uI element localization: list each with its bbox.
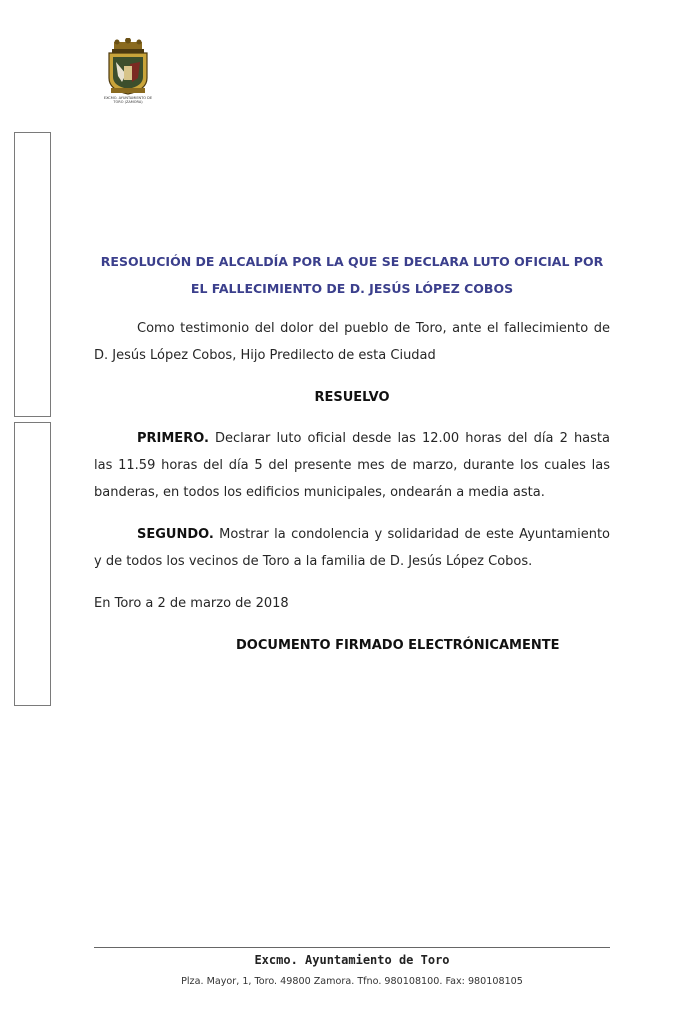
segundo-paragraph: [94, 521, 610, 575]
footer-divider: [94, 947, 610, 948]
primero-text: Declarar luto oficial desde las 12.00 horas del día 2 hasta las 11.59 horas del día 5 del presente mes de marzo, durante los cuales las banderas, en todos los edificios municipales, ondearán a media asta.: [94, 431, 610, 500]
primero-label: PRIMERO.: [137, 431, 209, 446]
resuelvo-heading: RESUELVO: [314, 390, 390, 405]
logo-caption: EXCMO. AYUNTAMIENTO DE TORO (ZAMORA): [103, 96, 153, 104]
margin-box-bottom: [14, 422, 51, 706]
footer-organization: Excmo. Ayuntamiento de Toro: [254, 953, 450, 967]
footer-address: Plza. Mayor, 1, Toro. 49800 Zamora. Tfno. 980108100. Fax: 980108105: [181, 976, 523, 987]
signed-notice: DOCUMENTO FIRMADO ELECTRÓNICAMENTE: [236, 638, 560, 653]
margin-box-top: [14, 132, 51, 417]
date-line: En Toro a 2 de marzo de 2018: [94, 596, 289, 611]
segundo-text: Mostrar la condolencia y solidaridad de este Ayuntamiento y de todos los vecinos de Toro a la familia de D. Jesús López Cobos.: [94, 527, 610, 569]
document-title: RESOLUCIÓN DE ALCALDÍA POR LA QUE SE DECLARA LUTO OFICIAL POR EL FALLECIMIENTO DE D. JESÚS LÓPEZ COBOS: [100, 254, 604, 296]
segundo-label: SEGUNDO.: [137, 527, 214, 542]
intro-paragraph: Como testimonio del dolor del pueblo de Toro, ante el fallecimiento de D. Jesús López Cobos, Hijo Predilecto de esta Ciudad: [94, 321, 610, 363]
primero-paragraph: [94, 425, 610, 506]
